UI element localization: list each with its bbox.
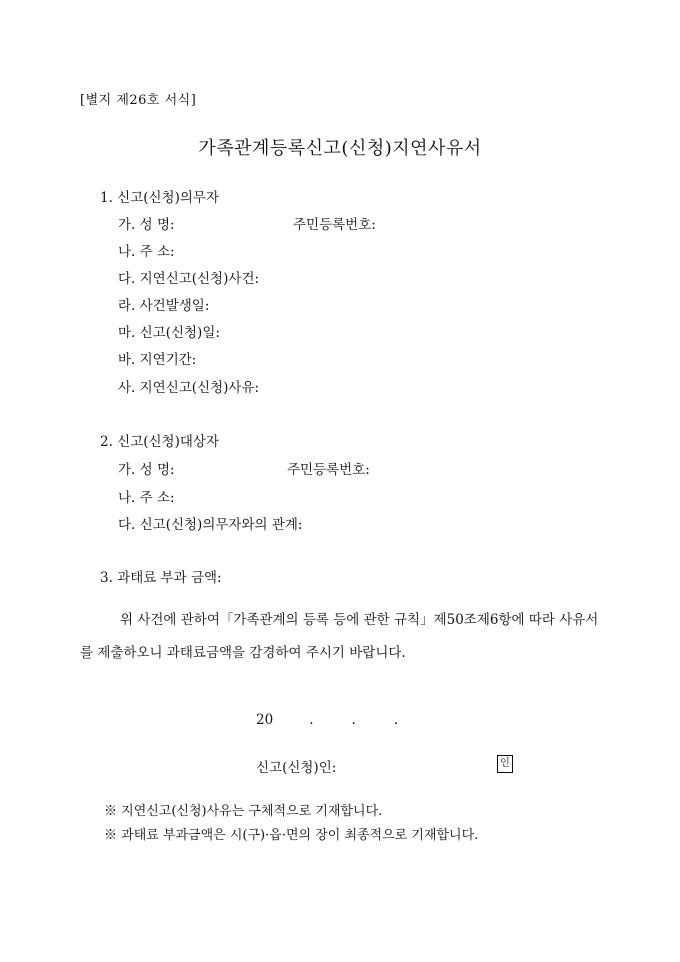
note-delay-reason: ※ 지연신고(신청)사유는 구체적으로 기재합니다.	[104, 804, 383, 819]
section2-relationship-field: 다. 신고(신청)의무자와의 관계:	[118, 517, 303, 533]
date-dot-1: .	[309, 712, 314, 728]
note-fine-amount: ※ 과태료 부과금액은 시(구)·읍·면의 장이 최종적으로 기재합니다.	[104, 828, 479, 843]
date-year-prefix: 20	[256, 712, 274, 728]
date-line	[256, 712, 398, 728]
date-dot-3: .	[393, 712, 399, 728]
request-paragraph: 위 사건에 관하여「가족관계의 등록 등에 관한 규칙」제50조제6항에 따라 사유서를 제출하오니 과태료금액을 감경하여 주시기 바랍니다.	[80, 612, 599, 661]
section1-resident-no-label: 주민등록번호:	[293, 217, 376, 233]
section1-delay-period-field: 바. 지연기간:	[118, 352, 197, 368]
form-number: [별지 제26호 서식]	[80, 93, 197, 108]
seal-mark: 인	[497, 755, 513, 773]
section2-address-field: 나. 주 소:	[118, 490, 175, 506]
section1-report-date-field: 마. 신고(신청)일:	[118, 325, 220, 341]
section1-delay-reason-field: 사. 지연신고(신청)사유:	[118, 380, 260, 396]
section1-heading: 1. 신고(신청)의무자	[100, 190, 219, 206]
date-dot-2: .	[351, 712, 356, 728]
section1-address-field: 나. 주 소:	[118, 244, 175, 260]
applicant-label: 신고(신청)인:	[256, 760, 337, 776]
section1-delayed-case-field: 다. 지연신고(신청)사건:	[118, 271, 260, 287]
document-title: 가족관계등록신고(신청)지연사유서	[198, 138, 482, 159]
section3-heading: 3. 과태료 부과 금액:	[100, 570, 222, 586]
section2-heading: 2. 신고(신청)대상자	[100, 434, 219, 450]
section1-event-date-field: 라. 사건발생일:	[118, 298, 210, 314]
section1-name-field: 가. 성 명:	[118, 217, 175, 233]
section2-resident-no-label: 주민등록번호:	[287, 462, 370, 478]
section2-name-field: 가. 성 명:	[118, 462, 175, 478]
